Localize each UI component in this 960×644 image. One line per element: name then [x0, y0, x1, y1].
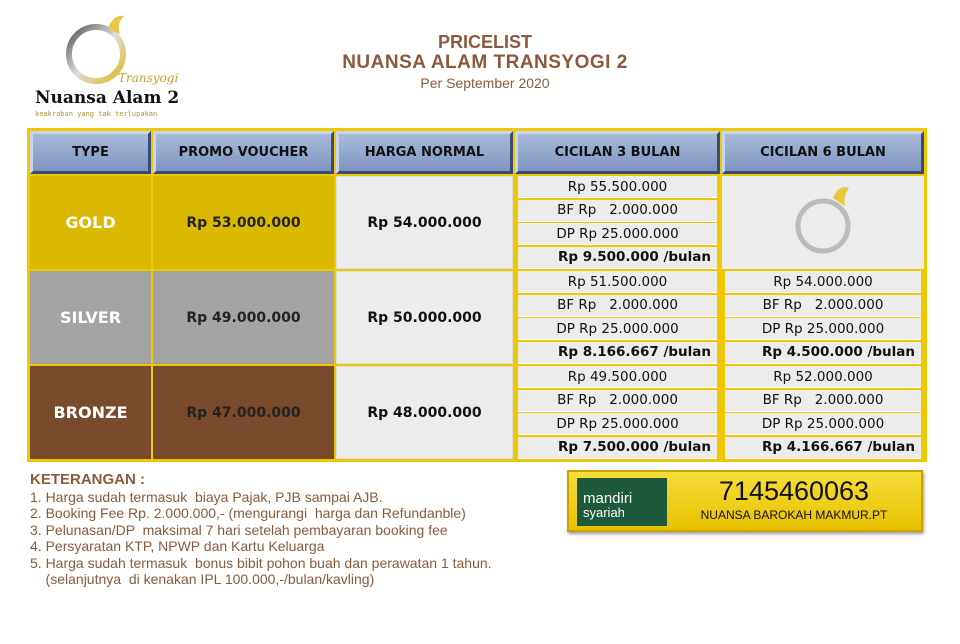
normal-price-bronze: Rp 48.000.000 [336, 366, 513, 459]
normal-price-gold: Rp 54.000.000 [336, 176, 513, 269]
installment-line: BF Rp 2.000.000 [518, 295, 717, 317]
header-promo-voucher: PROMO VOUCHER [153, 131, 334, 174]
installment-line: Rp 55.500.000 [518, 176, 717, 198]
header-harga-normal: HARGA NORMAL [336, 131, 513, 174]
installment-line: BF Rp 2.000.000 [518, 390, 717, 412]
account-name: NUANSA BAROKAH MAKMUR.PT [700, 508, 888, 522]
logo-placeholder [722, 176, 924, 269]
note-item: 2. Booking Fee Rp. 2.000.000,- (mengurangi harga dan Refundanble) [30, 505, 466, 521]
title-line1: PRICELIST [437, 32, 532, 52]
logo-tagline: keakraban yang tak terlupakan [35, 110, 158, 118]
notes [30, 472, 492, 588]
logo-script: Transyogi [118, 71, 179, 85]
bank-brand: mandiri [583, 490, 633, 507]
promo-price-bronze: Rp 47.000.000 [153, 366, 334, 459]
installment-line: DP Rp 25.000.000 [725, 413, 921, 435]
account-number: 7145460063 [718, 476, 870, 506]
type-silver: SILVER [30, 271, 151, 364]
title-date: Per September 2020 [420, 75, 550, 91]
ring-logo-icon [722, 176, 924, 269]
installment-line: DP Rp 25.000.000 [725, 318, 921, 340]
promo-price-silver: Rp 49.000.000 [153, 271, 334, 364]
installment-line: BF Rp 2.000.000 [725, 390, 921, 412]
type-bronze: BRONZE [30, 366, 151, 459]
installment-line: Rp 51.500.000 [518, 271, 717, 293]
bank-brand-sub: syariah [583, 505, 625, 520]
normal-price-silver: Rp 50.000.000 [336, 271, 513, 364]
page-title [280, 32, 690, 92]
note-item: 5. Harga sudah termasuk bonus bibit pohon buah dan perawatan 1 tahun. [30, 554, 492, 571]
promo-price-gold: Rp 53.000.000 [153, 176, 334, 269]
notes-heading: KETERANGAN : [30, 471, 145, 488]
monthly-installment: Rp 4.166.667 /bulan [725, 437, 921, 459]
header-cicilan-3-bulan: CICILAN 3 BULAN [515, 131, 720, 174]
note-item: (selanjutnya di kenakan IPL 100.000,-/bulan/kavling) [30, 571, 375, 587]
logo [30, 14, 180, 124]
monthly-installment: Rp 8.166.667 /bulan [518, 342, 717, 364]
pricelist-table [27, 128, 927, 462]
logo-name: Nuansa Alam 2 [35, 88, 180, 108]
installment-line: BF Rp 2.000.000 [725, 295, 921, 317]
installment-line: DP Rp 25.000.000 [518, 223, 717, 245]
installment-line: Rp 49.500.000 [518, 366, 717, 388]
type-gold: GOLD [30, 176, 151, 269]
header-cicilan-6-bulan: CICILAN 6 BULAN [722, 131, 924, 174]
monthly-installment: Rp 4.500.000 /bulan [725, 342, 921, 364]
bank-logo [577, 478, 667, 526]
installment-line: DP Rp 25.000.000 [518, 413, 717, 435]
bank-account-box [567, 470, 923, 532]
note-item: 4. Persyaratan KTP, NPWP dan Kartu Keluarga [30, 538, 325, 554]
note-item: 3. Pelunasan/DP maksimal 7 hari setelah pembayaran booking fee [30, 521, 448, 538]
note-item: 1. Harga sudah termasuk biaya Pajak, PJB sampai AJB. [30, 488, 383, 505]
header-type: TYPE [30, 131, 151, 174]
monthly-installment: Rp 9.500.000 /bulan [518, 247, 717, 269]
installment-line: DP Rp 25.000.000 [518, 318, 717, 340]
monthly-installment: Rp 7.500.000 /bulan [518, 437, 717, 459]
installment-line: Rp 54.000.000 [725, 271, 921, 293]
title-line2: NUANSA ALAM TRANSYOGI 2 [342, 52, 628, 73]
installment-line: Rp 52.000.000 [725, 366, 921, 388]
installment-line: BF Rp 2.000.000 [518, 200, 717, 222]
